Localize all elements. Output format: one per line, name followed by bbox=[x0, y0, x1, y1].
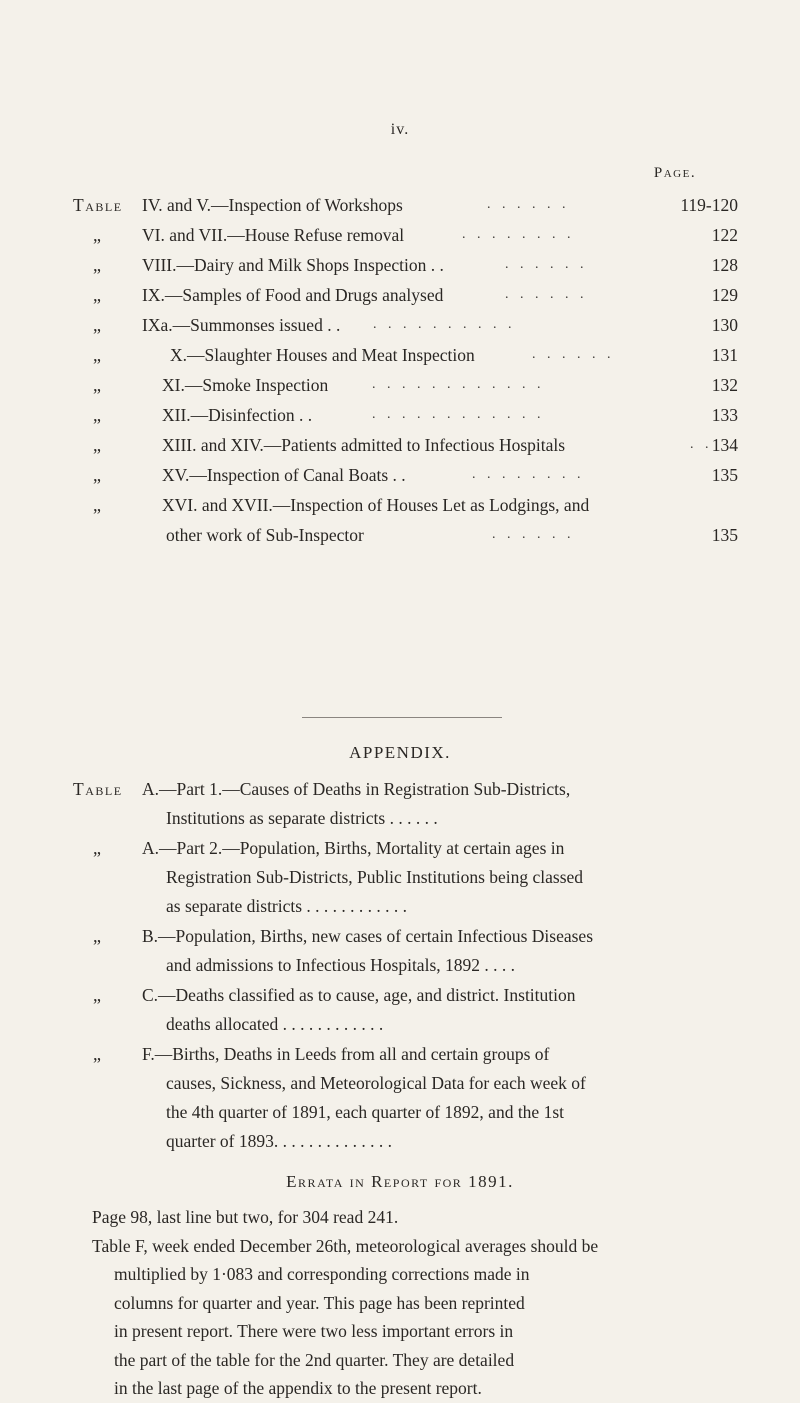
errata-line: Page 98, last line but two, for 304 read 241. bbox=[92, 1207, 399, 1227]
toc-page-number: 129 bbox=[711, 285, 738, 305]
toc-page-number: 132 bbox=[711, 375, 738, 395]
toc-leader-dots: . . . . . . . . bbox=[472, 467, 585, 482]
toc-row bbox=[0, 433, 800, 463]
toc-page-number: 128 bbox=[711, 255, 738, 275]
toc-page-number: 133 bbox=[711, 405, 738, 425]
page-folio: iv. bbox=[390, 121, 410, 138]
toc-leader-dots: . . . . . . . . . . . . bbox=[372, 377, 545, 392]
toc-label: IXa.—Summonses issued . . bbox=[142, 315, 341, 335]
appendix-line: A.—Part 2.—Population, Births, Mortality at certain ages in bbox=[142, 838, 565, 858]
appendix-line: B.—Population, Births, new cases of certain Infectious Diseases bbox=[142, 926, 594, 946]
toc-row bbox=[0, 493, 800, 553]
toc-label: IV. and V.—Inspection of Workshops bbox=[142, 195, 403, 215]
toc-label: IX.—Samples of Food and Drugs analysed bbox=[142, 285, 444, 305]
appendix-line: Institutions as separate districts . . . . . . bbox=[166, 808, 438, 828]
toc-table-label: Table bbox=[73, 195, 123, 215]
toc-page-number: 135 bbox=[711, 465, 738, 485]
ditto-mark: „ bbox=[93, 495, 101, 515]
ditto-mark: „ bbox=[93, 345, 101, 365]
ditto-mark: „ bbox=[93, 985, 101, 1005]
appendix-entry-text bbox=[142, 981, 654, 1039]
toc-row bbox=[0, 343, 800, 373]
toc-leader-dots: . . . . . . . . . . . . bbox=[372, 407, 545, 422]
toc-leader-dots: . . . . . . bbox=[487, 197, 570, 212]
toc-label: VI. and VII.—House Refuse removal bbox=[142, 225, 405, 245]
ditto-mark: „ bbox=[93, 926, 101, 946]
toc-row bbox=[0, 193, 800, 223]
ditto-mark: „ bbox=[93, 375, 101, 395]
toc-label: XIII. and XIV.—Patients admitted to Infectious Hospitals bbox=[162, 435, 566, 455]
toc-label: XI.—Smoke Inspection bbox=[162, 375, 329, 395]
toc-row bbox=[0, 463, 800, 493]
ditto-mark: „ bbox=[93, 838, 101, 858]
errata-line: multiplied by 1·083 and corresponding corrections made in bbox=[114, 1264, 530, 1284]
toc-page-number: 135 bbox=[711, 525, 738, 545]
appendix-entry-text bbox=[142, 834, 654, 921]
errata-line: Table F, week ended December 26th, meteorological averages should be bbox=[92, 1235, 599, 1256]
toc-row bbox=[0, 313, 800, 343]
toc-row bbox=[0, 373, 800, 403]
appendix-entry-text bbox=[142, 775, 654, 833]
toc-page-number: 122 bbox=[711, 225, 738, 245]
toc-row bbox=[0, 403, 800, 433]
appendix-line: causes, Sickness, and Meteorological Data for each week of bbox=[166, 1073, 586, 1093]
errata-line: the part of the table for the 2nd quarter. They are detailed bbox=[114, 1349, 515, 1370]
toc-label: XII.—Disinfection . . bbox=[162, 405, 313, 425]
ditto-mark: „ bbox=[93, 435, 101, 455]
appendix-entry-text bbox=[142, 922, 654, 980]
appendix-line: quarter of 1893. . . . . . . . . . . . . . bbox=[166, 1131, 393, 1151]
appendix-line: F.—Births, Deaths in Leeds from all and certain groups of bbox=[142, 1044, 550, 1064]
errata-line: columns for quarter and year. This page has been reprinted bbox=[114, 1292, 525, 1313]
toc-row bbox=[0, 223, 800, 253]
toc-leader-dots: . . bbox=[690, 437, 713, 452]
toc-label-continued: other work of Sub-Inspector bbox=[166, 525, 364, 545]
toc-row bbox=[0, 253, 800, 283]
toc-label: X.—Slaughter Houses and Meat Inspection bbox=[170, 345, 475, 365]
appendix-line: as separate districts . . . . . . . . . . . . bbox=[166, 896, 408, 916]
ditto-mark: „ bbox=[93, 225, 101, 245]
toc-leader-dots: . . . . . . bbox=[505, 257, 588, 272]
appendix-line: and admissions to Infectious Hospitals, 1892 . . . . bbox=[166, 955, 516, 975]
toc-page-number: 130 bbox=[711, 315, 738, 335]
appendix-entry-text bbox=[142, 1040, 654, 1156]
errata-title: Errata in Report for 1891. bbox=[286, 1172, 514, 1191]
ditto-mark: „ bbox=[93, 315, 101, 335]
toc-leader-dots: . . . . . . bbox=[492, 527, 575, 542]
appendix-line: A.—Part 1.—Causes of Deaths in Registration Sub-Districts, bbox=[142, 779, 571, 799]
appendix-line: Registration Sub-Districts, Public Institutions being classed bbox=[166, 867, 584, 887]
appendix-table-label: Table bbox=[73, 779, 123, 799]
appendix-line: the 4th quarter of 1891, each quarter of 1892, and the 1st bbox=[166, 1102, 564, 1122]
toc-page-number: 131 bbox=[711, 345, 738, 365]
appendix-line: deaths allocated . . . . . . . . . . . . bbox=[166, 1014, 384, 1034]
page-column-heading: Page. bbox=[653, 165, 697, 181]
toc-row bbox=[0, 283, 800, 313]
toc-page-number: 134 bbox=[711, 435, 738, 455]
ditto-mark: „ bbox=[93, 255, 101, 275]
ditto-mark: „ bbox=[93, 285, 101, 305]
ditto-mark: „ bbox=[93, 465, 101, 485]
errata-line: in present report. There were two less important errors in bbox=[114, 1321, 514, 1341]
toc-leader-dots: . . . . . . . . . . bbox=[373, 317, 516, 332]
toc-label: XV.—Inspection of Canal Boats . . bbox=[162, 465, 406, 485]
toc-leader-dots: . . . . . . bbox=[532, 347, 615, 362]
appendix-title: APPENDIX. bbox=[349, 743, 451, 762]
ditto-mark: „ bbox=[93, 1044, 101, 1064]
ditto-mark: „ bbox=[93, 405, 101, 425]
toc-page-number: 119-120 bbox=[680, 195, 738, 215]
toc-label: VIII.—Dairy and Milk Shops Inspection . . bbox=[142, 255, 444, 275]
toc-label: XVI. and XVII.—Inspection of Houses Let as Lodgings, and bbox=[162, 495, 590, 515]
toc-leader-dots: . . . . . . bbox=[505, 287, 588, 302]
errata-line: in the last page of the appendix to the present report. bbox=[114, 1378, 482, 1398]
appendix-line: C.—Deaths classified as to cause, age, and district. Institution bbox=[142, 985, 576, 1005]
toc-leader-dots: . . . . . . . . bbox=[462, 227, 575, 242]
section-divider bbox=[302, 717, 502, 718]
